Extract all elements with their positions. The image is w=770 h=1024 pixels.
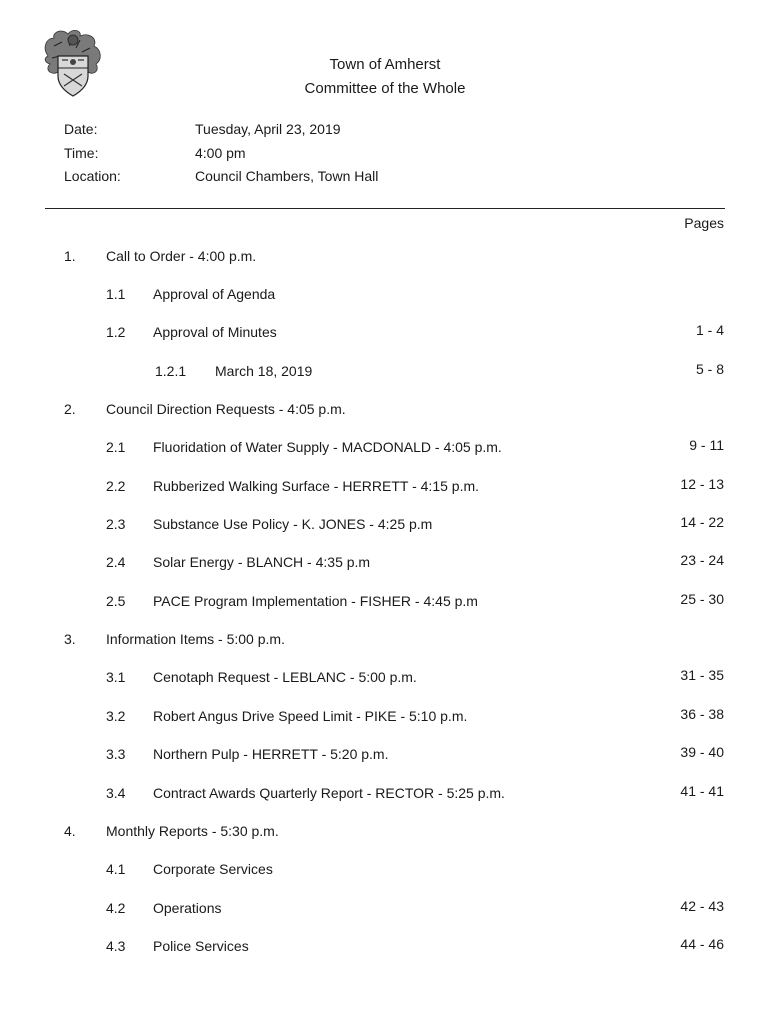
agenda-item-number: 2.3	[106, 516, 126, 532]
agenda-item-number: 1.	[64, 248, 76, 264]
agenda-item-pages: 14 - 22	[680, 514, 724, 530]
agenda-item-text: Approval of Minutes	[153, 324, 277, 340]
agenda-item-text: Solar Energy - BLANCH - 4:35 p.m	[153, 554, 371, 570]
agenda-item-pages: 5 - 8	[695, 361, 724, 377]
agenda-item-number: 4.1	[106, 861, 126, 877]
agenda-item-pages: 42 - 43	[680, 898, 724, 914]
agenda-item-number: 3.4	[106, 785, 126, 801]
agenda-item-pages: 25 - 30	[680, 591, 724, 607]
agenda-item-number: 3.1	[106, 669, 126, 685]
agenda-item-text: Robert Angus Drive Speed Limit - PIKE - 5:10 p.m.	[153, 708, 468, 724]
agenda-item-pages: 44 - 46	[680, 936, 724, 952]
document-meeting-title: Committee of the Whole	[304, 80, 466, 97]
agenda-item-number: 1.1	[106, 286, 126, 302]
agenda-item-pages: 23 - 24	[680, 552, 724, 568]
agenda-item-pages: 9 - 11	[689, 437, 724, 453]
agenda-item-number: 3.2	[106, 708, 126, 724]
agenda-item-text: Council Direction Requests - 4:05 p.m.	[106, 401, 346, 417]
time-value: 4:00 pm	[195, 145, 246, 161]
agenda-item-text: Substance Use Policy - K. JONES - 4:25 p.m	[153, 516, 433, 532]
agenda-item-pages: 41 - 41	[680, 783, 724, 799]
agenda-item-text: Call to Order - 4:00 p.m.	[106, 248, 257, 264]
agenda-item-number: 2.	[64, 401, 76, 417]
agenda-item-text: Contract Awards Quarterly Report - RECTOR - 5:25 p.m.	[153, 785, 505, 801]
agenda-item-text: PACE Program Implementation - FISHER - 4:45 p.m	[153, 593, 478, 609]
agenda-item-number: 2.1	[106, 439, 126, 455]
agenda-item-pages: 12 - 13	[680, 476, 724, 492]
agenda-item-text: Rubberized Walking Surface - HERRETT - 4:15 p.m.	[153, 478, 480, 494]
agenda-item-text: Fluoridation of Water Supply - MACDONALD - 4:05 p.m.	[153, 439, 502, 455]
agenda-item-pages: 39 - 40	[680, 744, 724, 760]
date-value: Tuesday, April 23, 2019	[195, 121, 341, 137]
header-divider	[45, 208, 725, 209]
agenda-item-text: Operations	[153, 900, 222, 916]
agenda-item-text: Information Items - 5:00 p.m.	[106, 631, 285, 647]
agenda-item-number: 2.5	[106, 593, 126, 609]
agenda-item-number: 3.3	[106, 746, 126, 762]
time-label: Time:	[64, 145, 99, 161]
agenda-item-number: 2.4	[106, 554, 126, 570]
agenda-item-text: Corporate Services	[153, 861, 273, 877]
agenda-item-pages: 1 - 4	[695, 322, 724, 338]
agenda-item-text: Police Services	[153, 938, 249, 954]
agenda-item-number: 4.	[64, 823, 76, 839]
agenda-item-pages: 36 - 38	[680, 706, 724, 722]
agenda-item-text: Cenotaph Request - LEBLANC - 5:00 p.m.	[153, 669, 417, 685]
document-org-title: Town of Amherst	[329, 56, 441, 73]
agenda-item-text: Northern Pulp - HERRETT - 5:20 p.m.	[153, 746, 389, 762]
agenda-item-number: 2.2	[106, 478, 126, 494]
agenda-item-text: Approval of Agenda	[153, 286, 276, 302]
agenda-item-pages: 31 - 35	[680, 667, 724, 683]
agenda-item-number: 4.3	[106, 938, 126, 954]
agenda-item-text: Monthly Reports - 5:30 p.m.	[106, 823, 279, 839]
date-label: Date:	[64, 121, 98, 137]
location-label: Location:	[64, 168, 121, 184]
agenda-item-number: 4.2	[106, 900, 126, 916]
pages-column-header: Pages	[684, 215, 724, 231]
agenda-item-number: 1.2.1	[155, 363, 187, 379]
agenda-item-number: 3.	[64, 631, 76, 647]
location-value: Council Chambers, Town Hall	[195, 168, 379, 184]
agenda-item-text: March 18, 2019	[215, 363, 313, 379]
agenda-item-number: 1.2	[106, 324, 126, 340]
